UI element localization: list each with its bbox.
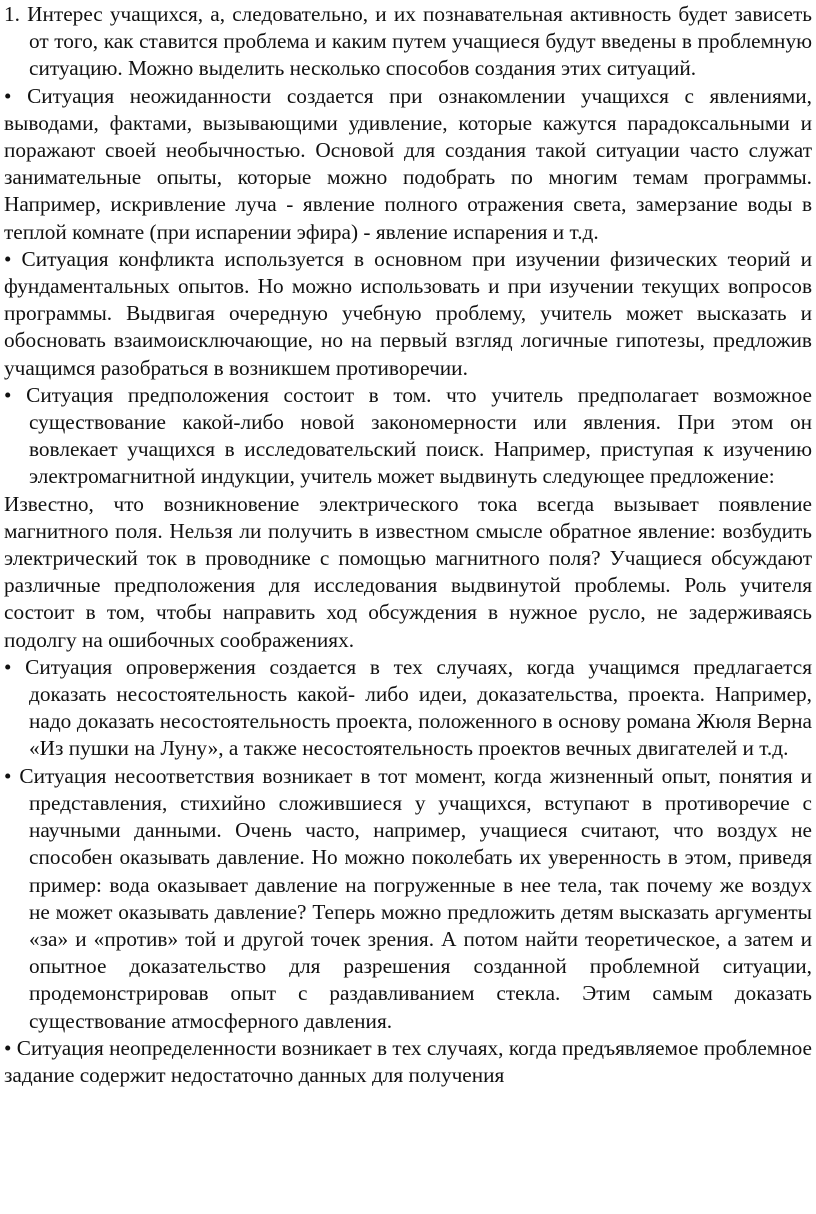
paragraph-intro: 1. Интерес учащихся, а, следовательно, и их познавательная активность будет зависеть от того, как ставится проблема и каким путем учащиеся будут введены в проблемную ситуацию. Можно выделить несколько способов создания этих ситуаций. xyxy=(4,2,812,81)
paragraph-conflict-situation: • Ситуация конфликта используется в основном при изучении физических теорий и фундаментальных опытов. Но можно использовать и при изучении текущих вопросов программы. Выдвигая очередную учебную проблему, учитель может высказать и обосновать взаимоисключающие, но на первый взгляд логичные гипотезы, предложив учащимся разобраться в возникшем противоречии. xyxy=(4,246,812,380)
paragraph-refutation-situation: • Ситуация опровержения создается в тех случаях, когда учащимся предлагается доказать несостоятельность какой- либо идеи, доказательства, проекта. Например, надо доказать несостоятельность проекта, положенного в основу романа Жюля Верна «Из пушки на Луну», а также несостоятельность проектов вечных двигателей и т.д. xyxy=(4,654,812,761)
paragraph-uncertainty-situation: • Ситуация неопределенности возникает в тех случаях, когда предъявляемое проблемное задание содержит недостаточно данных для получения xyxy=(4,1035,813,1087)
paragraph-induction-example: Известно, что возникновение электрического тока всегда вызывает появление магнитного поля. Нельзя ли получить в известном смысле обратное явление: возбудить электрический ток в проводнике с помощью магнитного поля? Учащиеся обсуждают различные предположения для исследования выдвинутой проблемы. Роль учителя состоит в том, чтобы направить ход обсуждения в нужное русло, не задерживаясь подолгу на ошибочных соображениях. xyxy=(4,491,812,652)
paragraph-assumption-situation: • Ситуация предположения состоит в том. что учитель предполагает возможное существование какой-либо новой закономерности или явления. При этом он вовлекает учащихся в исследовательский поиск. Например, приступая к изучению электромагнитной индукции, учитель может выдвинуть следующее предложение: xyxy=(4,382,812,489)
paragraph-mismatch-situation: • Ситуация несоответствия возникает в тот момент, когда жизненный опыт, понятия и представления, стихийно сложившиеся у учащихся, вступают в противоречие с научными данными. Очень часто, например, учащиеся считают, что воздух не способен оказывать давление. Но можно поколебать их уверенность в этом, приведя пример: вода оказывает давление на погруженные в нее тела, так почему же воздух не может оказывать давление? Теперь можно предложить детям высказать аргументы «за» и «против» той и другой точек зрения. А потом найти теоретическое, а затем и опытное доказательство для разрешения созданной проблемной ситуации, продемонстрировав опыт с раздавливанием стекла. Этим самым доказать существование атмосферного давления. xyxy=(4,763,812,1033)
paragraph-surprise-situation: • Ситуация неожиданности создается при ознакомлении учащихся с явлениями, выводами, фактами, вызывающими удивление, которые кажутся парадоксальными и поражают своей необычностью. Основой для создания такой ситуации часто служат занимательные опыты, которые можно подобрать по многим темам программы. Например, искривление луча - явление полного отражения света, замерзание воды в теплой комнате (при испарении эфира) - явление испарения и т.д. xyxy=(4,83,812,244)
